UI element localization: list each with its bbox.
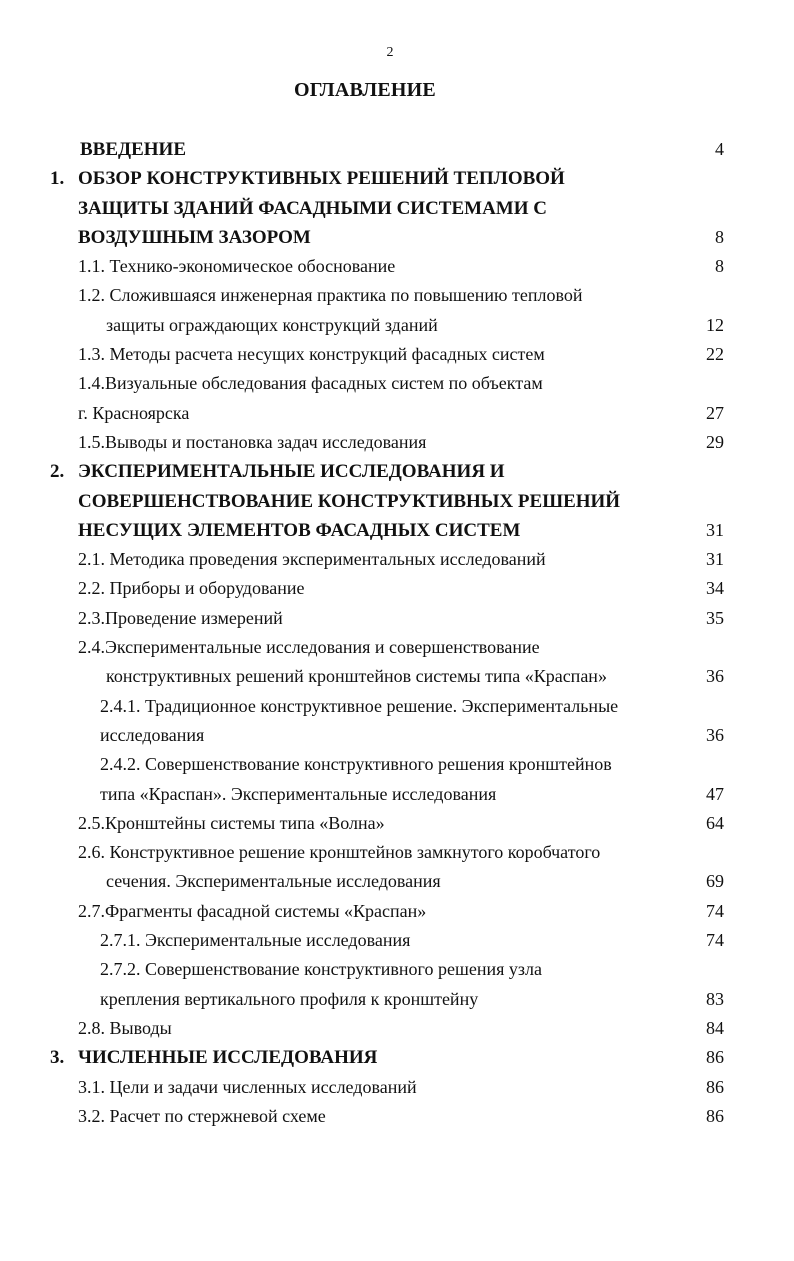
toc-row	[0, 399, 794, 428]
toc-row	[0, 633, 794, 662]
toc-row	[0, 809, 794, 838]
toc-entry-page: 47	[706, 783, 724, 804]
toc-entry-text: крепления вертикального профиля к кронштейну	[100, 988, 479, 1009]
toc-entry-page: 36	[706, 666, 724, 687]
toc-row	[0, 194, 794, 223]
toc-entry-text: 2.4.2. Совершенствование конструктивного решения кронштейнов	[100, 754, 612, 775]
toc-entry-page: 8	[715, 226, 724, 247]
toc-entry-text: СОВЕРШЕНСТВОВАНИЕ КОНСТРУКТИВНЫХ РЕШЕНИЙ	[78, 490, 621, 512]
toc-row	[0, 838, 794, 867]
toc-row	[0, 1102, 794, 1131]
toc-entry-text: защиты ограждающих конструкций зданий	[106, 314, 438, 335]
toc-row	[0, 926, 794, 955]
toc-row	[0, 721, 794, 750]
toc-entry-text: 1.4.Визуальные обследования фасадных систем по объектам	[78, 373, 543, 394]
toc-entry-page: 27	[706, 402, 724, 423]
toc-entry-text: 2.7.2. Совершенствование конструктивного решения узла	[100, 959, 542, 980]
toc-row	[0, 897, 794, 926]
toc-title: ОГЛАВЛЕНИЕ	[294, 79, 436, 101]
toc-row	[0, 867, 794, 896]
toc-entry-page: 83	[706, 988, 724, 1009]
toc-row-chapter-1	[0, 164, 794, 193]
toc-entry-page: 35	[706, 607, 724, 628]
toc-entry-page: 36	[706, 724, 724, 745]
toc-entry-page: 86	[706, 1076, 724, 1097]
toc-entry-page: 64	[706, 812, 724, 833]
toc-row	[0, 340, 794, 369]
toc-entry-text: ВВЕДЕНИЕ	[80, 139, 186, 160]
toc-row	[0, 692, 794, 721]
toc-row	[0, 1014, 794, 1043]
toc-entry-text: 3.1. Цели и задачи численных исследований	[78, 1076, 417, 1097]
toc-row	[0, 281, 794, 310]
toc-entry-page: 8	[715, 256, 724, 277]
toc-entry-text: 2.3.Проведение измерений	[78, 607, 283, 628]
toc-entry-text: 2.1. Методика проведения экспериментальных исследований	[78, 549, 546, 570]
toc-row	[0, 750, 794, 779]
toc-entry-page: 69	[706, 871, 724, 892]
toc-entry-text: 2.6. Конструктивное решение кронштейнов замкнутого коробчатого	[78, 842, 601, 863]
toc-row	[0, 428, 794, 457]
toc-entry-text: 2.7.Фрагменты фасадной системы «Краспан»	[78, 900, 427, 921]
toc-entry-text: ЧИСЛЕННЫЕ ИССЛЕДОВАНИЯ	[78, 1047, 378, 1069]
toc-entry-page: 74	[706, 930, 724, 951]
toc-entry-page: 84	[706, 1017, 724, 1038]
toc-entry-page: 31	[706, 519, 724, 540]
toc-entry-number: 3.	[50, 1047, 65, 1069]
toc-row	[0, 545, 794, 574]
toc-entry-text: 1.2. Сложившаяся инженерная практика по повышению тепловой	[78, 285, 583, 306]
toc-row-chapter-3	[0, 1043, 794, 1072]
toc-entry-text: г. Красноярска	[78, 402, 190, 423]
toc-row	[0, 780, 794, 809]
toc-entry-page: 34	[706, 578, 724, 599]
toc-row	[0, 516, 794, 545]
toc-row	[0, 369, 794, 398]
toc-row	[0, 252, 794, 281]
toc-entry-page: 12	[706, 314, 724, 335]
toc-entry-text: ВОЗДУШНЫМ ЗАЗОРОМ	[78, 226, 311, 248]
toc-row	[0, 1073, 794, 1102]
toc-entry-text: 2.8. Выводы	[78, 1017, 172, 1038]
toc-entry-text: 1.3. Методы расчета несущих конструкций фасадных систем	[78, 344, 545, 365]
toc-list	[0, 135, 794, 1131]
toc-entry-text: 3.2. Расчет по стержневой схеме	[78, 1105, 326, 1126]
toc-entry-text: ОБЗОР КОНСТРУКТИВНЫХ РЕШЕНИЙ ТЕПЛОВОЙ	[78, 168, 565, 190]
toc-entry-text: ЭКСПЕРИМЕНТАЛЬНЫЕ ИССЛЕДОВАНИЯ И	[78, 461, 505, 483]
toc-entry-text: 2.2. Приборы и оборудование	[78, 578, 305, 599]
toc-row	[0, 985, 794, 1014]
toc-entry-page: 31	[706, 549, 724, 570]
toc-entry-text: ЗАЩИТЫ ЗДАНИЙ ФАСАДНЫМИ СИСТЕМАМИ С	[78, 197, 547, 219]
toc-entry-page: 86	[706, 1105, 724, 1126]
page-number: 2	[386, 45, 394, 60]
toc-entry-page: 22	[706, 344, 724, 365]
toc-row	[0, 487, 794, 516]
toc-entry-text: 1.1. Технико-экономическое обоснование	[78, 256, 396, 277]
toc-entry-text: типа «Краспан». Экспериментальные исследования	[100, 783, 497, 804]
toc-row	[0, 574, 794, 603]
toc-entry-text: 1.5.Выводы и постановка задач исследования	[78, 431, 427, 452]
toc-row	[0, 223, 794, 252]
toc-entry-text: НЕСУЩИХ ЭЛЕМЕНТОВ ФАСАДНЫХ СИСТЕМ	[78, 519, 521, 541]
toc-row-chapter-2	[0, 457, 794, 486]
toc-entry-page: 86	[706, 1047, 724, 1068]
toc-entry-number: 1.	[50, 168, 65, 190]
toc-entry-text: 2.4.Экспериментальные исследования и совершенствование	[78, 637, 540, 658]
toc-entry-text: исследования	[100, 724, 205, 745]
toc-entry-page: 29	[706, 431, 724, 452]
toc-entry-text: сечения. Экспериментальные исследования	[106, 871, 441, 892]
toc-entry-text: 2.5.Кронштейны системы типа «Волна»	[78, 812, 385, 833]
toc-entry-number: 2.	[50, 461, 65, 483]
toc-row	[0, 311, 794, 340]
toc-row	[0, 604, 794, 633]
toc-row	[0, 955, 794, 984]
toc-row	[0, 662, 794, 691]
toc-entry-text: 2.4.1. Традиционное конструктивное решение. Экспериментальные	[100, 695, 619, 716]
toc-row-intro	[0, 135, 794, 164]
toc-entry-text: конструктивных решений кронштейнов системы типа «Краспан»	[106, 666, 607, 687]
toc-entry-text: 2.7.1. Экспериментальные исследования	[100, 930, 411, 951]
toc-entry-page: 4	[715, 139, 724, 159]
toc-entry-page: 74	[706, 900, 724, 921]
